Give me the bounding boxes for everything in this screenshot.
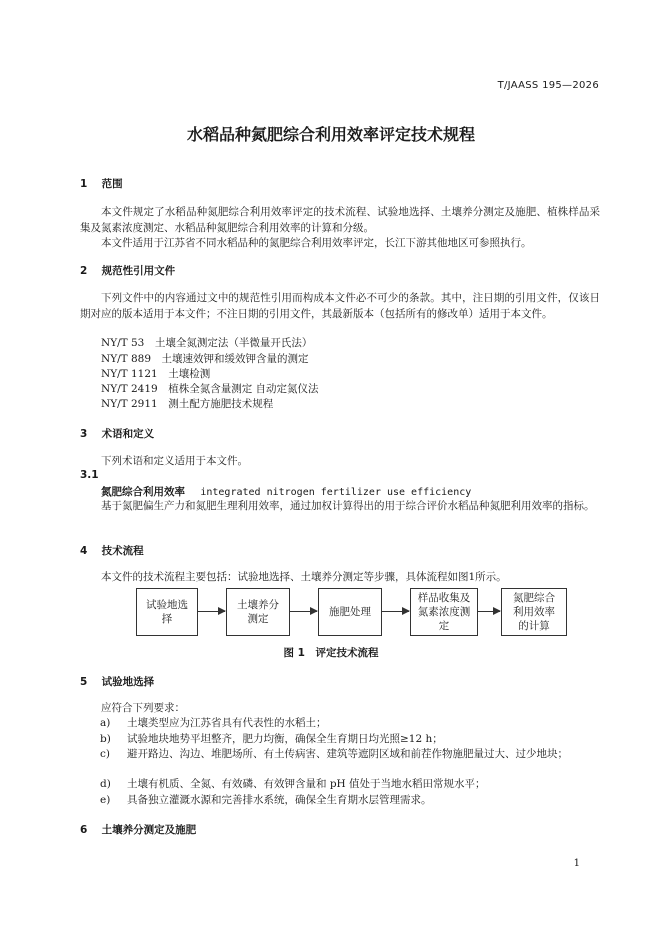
list-text: 土壤类型应为江苏省具有代表性的水稻土；: [127, 717, 327, 729]
list-item: [100, 731, 600, 747]
scope-paragraph-1: 本文件规定了水稻品种氮肥综合利用效率评定的技术流程、试验地选择、土壤养分测定及施肥、植株样品采集及氮素浓度测定、水稻品种氮肥综合利用效率的计算和分级。: [80, 206, 600, 234]
term-definition: 基于氮肥偏生产力和氮肥生理利用效率，通过加权计算得出的用于综合评价水稻品种氮肥利用效率的指标。: [101, 500, 595, 512]
list-marker: b): [100, 733, 111, 745]
reference-item: NY/T 2911 测土配方施肥技术规程: [101, 398, 274, 410]
document-title: 水稻品种氮肥综合利用效率评定技术规程: [186, 125, 475, 144]
flow-step-5: 氮肥综合利用效率的计算: [501, 588, 567, 636]
list-text: 具备独立灌溉水源和完善排水系统，确保全生育期水层管理需求。: [127, 794, 432, 806]
flow-arrow: [478, 611, 500, 612]
term-chinese: 氮肥综合利用效率: [101, 486, 185, 498]
reference-item: NY/T 1121 土壤检测: [101, 368, 211, 380]
scope-paragraph-2: 本文件适用于江苏省不同水稻品种的氮肥综合利用效率评定，长江下游其他地区可参照执行。: [101, 237, 532, 249]
section-title: 术语和定义: [101, 428, 155, 440]
site-requirements-intro: 应符合下列要求：: [101, 702, 185, 714]
section-number: 1: [80, 178, 88, 190]
section-5-heading: [80, 674, 154, 689]
section-6-heading: [80, 822, 196, 837]
standard-number: T/JAASS 195—2026: [497, 80, 599, 91]
list-item: [100, 776, 600, 792]
list-text: 试验地块地势平坦整齐，肥力均衡，确保全生育期日均光照≥12 h；: [127, 733, 443, 745]
section-number: 6: [80, 824, 88, 836]
section-title: 技术流程: [101, 545, 144, 557]
section-number: 3: [80, 428, 88, 440]
list-item: [100, 792, 600, 808]
list-marker: c): [100, 748, 110, 760]
section-number: 4: [80, 545, 88, 557]
flow-step-4: 样品收集及氮素浓度测定: [410, 588, 478, 636]
section-title: 范围: [101, 178, 123, 190]
section-title: 土壤养分测定及施肥: [101, 824, 197, 836]
flow-arrow: [382, 611, 409, 612]
figure-caption: 图 1 评定技术流程: [283, 647, 379, 659]
list-marker: d): [100, 778, 111, 790]
reference-item: NY/T 53 土壤全氮测定法（半微量开氏法）: [101, 337, 313, 349]
flow-step-3: 施肥处理: [318, 588, 382, 636]
list-marker: a): [100, 717, 111, 729]
term-entry: [101, 484, 471, 499]
process-paragraph: 本文件的技术流程主要包括：试验地选择、土壤养分测定等步骤，具体流程如图1所示。: [101, 571, 507, 583]
section-1-heading: [80, 176, 123, 191]
section-title: 试验地选择: [101, 676, 155, 688]
flow-arrow: [290, 611, 317, 612]
list-text: 避开路边、沟边、堆肥场所、有土传病害、建筑等遮阴区域和前茬作物施肥量过大、过少地块；: [127, 748, 568, 760]
list-item: [100, 715, 600, 731]
flow-arrow: [198, 611, 225, 612]
terms-intro: 下列术语和定义适用于本文件。: [101, 455, 248, 467]
section-2-heading: [80, 263, 175, 278]
list-item: [100, 746, 600, 762]
list-text: 土壤有机质、全氮、有效磷、有效钾含量和 pH 值处于当地水稻田常规水平；: [127, 778, 486, 790]
flow-step-2: 土壤养分测定: [226, 588, 290, 636]
list-marker: e): [100, 794, 111, 806]
section-title: 规范性引用文件: [101, 265, 176, 277]
term-english: integrated nitrogen fertilizer use efficiency: [200, 487, 472, 498]
reference-item: NY/T 889 土壤速效钾和缓效钾含量的测定: [101, 353, 309, 365]
reference-item: NY/T 2419 植株全氮含量测定 自动定氮仪法: [101, 383, 319, 395]
page-number: 1: [573, 858, 580, 869]
section-3-heading: [80, 426, 154, 441]
normative-refs-paragraph: 下列文件中的内容通过文中的规范性引用而构成本文件必不可少的条款。其中，注日期的引用文件，仅该日期对应的版本适用于本文件；不注日期的引用文件，其最新版本（包括所有的修改单）适用于本文件。: [80, 292, 600, 320]
section-number: 2: [80, 265, 88, 277]
section-number: 5: [80, 676, 88, 688]
term-number: 3.1: [80, 469, 99, 481]
flow-step-1: 试验地选择: [136, 588, 198, 636]
section-4-heading: [80, 543, 144, 558]
